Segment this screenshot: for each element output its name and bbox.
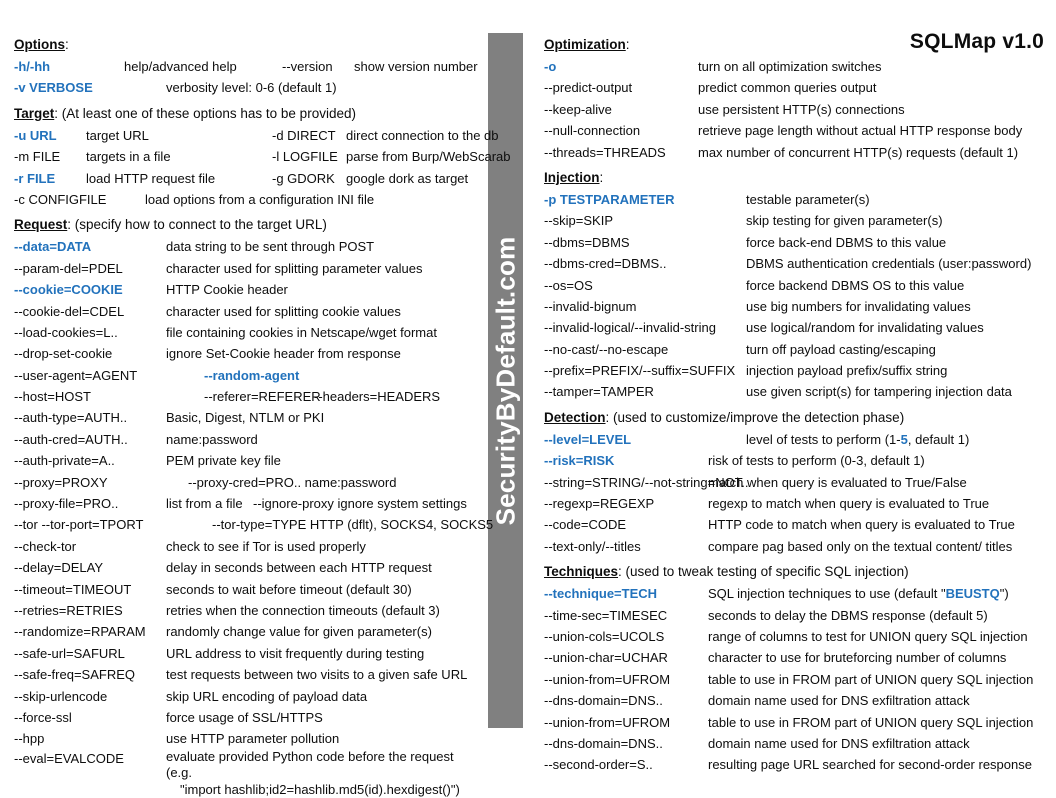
page-title: SQLMap v1.0 (909, 30, 1044, 53)
option-description: URL address to visit frequently during testing (166, 645, 425, 661)
section-title: Techniques (544, 564, 619, 580)
option-row (531, 339, 1056, 360)
option-flag: --auth-cred=AUTH.. (14, 431, 128, 447)
option-row (531, 712, 1056, 733)
option-description: level of tests to perform (1-5, default 1) (746, 431, 970, 447)
option-description: file containing cookies in Netscape/wget format (166, 324, 437, 340)
option-flag: --no-cast/--no-escape (544, 341, 669, 357)
option-row (531, 626, 1056, 647)
option-flag: --union-char=UCHAR (544, 650, 668, 666)
section-optimization (531, 36, 1056, 163)
option-description: evaluate provided Python code before the request (e.g. "import hashlib;id2=hashlib.md5(id).hexdigest()") (166, 749, 466, 798)
section-rows-techniques (531, 583, 1056, 776)
option-row (0, 56, 480, 77)
option-row (0, 407, 480, 428)
option-description: injection payload prefix/suffix string (746, 363, 948, 379)
option-row (531, 56, 1056, 77)
option-flag: -c CONFIGFILE (14, 191, 107, 207)
option-flag: --regexp=REGEXP (544, 496, 655, 512)
section-title: Target (14, 105, 55, 121)
section-header-injection (544, 169, 1056, 186)
option-description-secondary: parse from Burp/WebScarab (346, 149, 511, 165)
option-row (0, 664, 480, 685)
option-flag: --load-cookies=L.. (14, 324, 118, 340)
option-row (0, 450, 480, 471)
option-description: --random-agent (204, 367, 300, 383)
option-description: retrieve page length without actual HTTP response body (698, 123, 1023, 139)
section-techniques (531, 563, 1056, 776)
section-header-detection (544, 409, 1056, 426)
option-description: force back-end DBMS to this value (746, 234, 947, 250)
option-description: testable parameter(s) (746, 191, 870, 207)
option-description-secondary: show version number (354, 59, 478, 74)
option-row (0, 579, 480, 600)
option-description: verbosity level: 0-6 (default 1) (166, 80, 337, 96)
option-row (531, 605, 1056, 626)
option-extra: --headers=HEADERS (314, 389, 441, 405)
option-flag: --user-agent=AGENT (14, 367, 138, 383)
option-row (531, 99, 1056, 120)
option-row (531, 210, 1056, 231)
right-column (531, 30, 1056, 776)
option-flag: --check-tor (14, 538, 77, 554)
option-description: character to use for bruteforcing number of columns (708, 650, 1007, 666)
option-flag: --dns-domain=DNS.. (544, 693, 663, 709)
option-row (0, 125, 499, 146)
section-header-request (14, 216, 480, 233)
option-flag: --auth-type=AUTH.. (14, 410, 128, 426)
option-flag: --level=LEVEL (544, 431, 632, 447)
option-row (0, 77, 480, 98)
section-note: (used to customize/improve the detection phase) (613, 409, 905, 425)
section-note: (specify how to connect to the target URL) (74, 217, 327, 233)
option-description: randomly change value for given parameter(s) (166, 624, 432, 640)
option-description: delay in seconds between each HTTP request (166, 560, 432, 576)
option-flag: --cookie-del=CDEL (14, 303, 125, 319)
option-row (0, 514, 494, 535)
section-rows-injection (531, 189, 1056, 403)
option-row (0, 146, 511, 167)
option-flag: --randomize=RPARAM (14, 624, 146, 640)
option-flag: --code=CODE (544, 517, 626, 533)
option-description: --referer=REFERER (204, 389, 321, 405)
option-row (0, 728, 480, 749)
option-flag: --skip=SKIP (544, 213, 613, 229)
option-row (531, 493, 1056, 514)
option-row (0, 429, 480, 450)
section-header-optimization (544, 36, 1056, 53)
option-row (531, 536, 1056, 557)
option-row (0, 472, 480, 493)
option-description: load options from a configuration INI file (145, 191, 375, 207)
option-flag: --time-sec=TIMESEC (544, 607, 668, 623)
section-colon: : (65, 37, 69, 52)
option-description: table to use in FROM part of UNION query SQL injection (708, 671, 1034, 687)
option-description: help/advanced help (124, 59, 237, 74)
option-description: target URL (86, 127, 149, 143)
section-colon: : (599, 169, 604, 185)
option-row (0, 600, 480, 621)
option-flag-secondary: -d DIRECT (272, 127, 336, 143)
option-flag: --drop-set-cookie (14, 346, 113, 362)
option-description: force usage of SSL/HTTPS (166, 709, 323, 725)
option-description: use logical/random for invalidating values (746, 320, 984, 336)
section-header-techniques (544, 563, 1056, 580)
option-row (531, 450, 1056, 471)
section-title: Optimization (544, 37, 626, 52)
option-flag: --dbms-cred=DBMS.. (544, 256, 667, 272)
option-row (531, 472, 1056, 493)
option-row (0, 686, 480, 707)
option-row (531, 232, 1056, 253)
option-flag: --prefix=PREFIX/--suffix=SUFFIX (544, 363, 736, 379)
option-description: use given script(s) for tampering injection data (746, 384, 1012, 400)
option-description: --tor-type=TYPE HTTP (dflt), SOCKS4, SOCKS5 (212, 517, 494, 533)
option-description: compare pag based only on the textual content/ titles (708, 538, 1013, 554)
option-description: seconds to wait before timeout (default 30) (166, 581, 412, 597)
option-flag: --threads=THREADS (544, 144, 666, 160)
option-description: SQL injection techniques to use (default "BEUSTQ") (708, 586, 1009, 602)
option-row (531, 189, 1056, 210)
option-extra: --ignore-proxy ignore system settings (253, 496, 467, 512)
option-flag-secondary: --version (282, 59, 333, 74)
section-title: Request (14, 217, 68, 233)
option-flag: -v VERBOSE (14, 80, 93, 96)
option-description: HTTP Cookie header (166, 282, 288, 298)
option-row (531, 381, 1056, 402)
brand-banner-label: SecurityByDefault.com (490, 236, 520, 525)
option-description: max number of concurrent HTTP(s) requests (default 1) (698, 144, 1019, 160)
option-flag: -m FILE (14, 149, 61, 165)
option-row (0, 322, 480, 343)
option-flag-secondary: -g GDORK (272, 170, 335, 186)
option-row (531, 77, 1056, 98)
section-options (0, 36, 480, 99)
option-description: skip testing for given parameter(s) (746, 213, 943, 229)
option-flag: --force-ssl (14, 709, 72, 725)
option-flag: --tor --tor-port=TPORT (14, 517, 144, 533)
option-flag: --os=OS (544, 277, 593, 293)
option-description: domain name used for DNS exfiltration attack (708, 693, 970, 709)
option-flag: --data=DATA (14, 239, 92, 255)
option-row (0, 365, 480, 386)
section-note: (used to tweak testing of specific SQL injection) (625, 564, 909, 580)
option-row (531, 690, 1056, 711)
option-row (531, 754, 1056, 775)
option-row (531, 360, 1056, 381)
option-flag: --string=STRING/--not-string=NOT.. (544, 474, 749, 490)
option-description: force backend DBMS OS to this value (746, 277, 965, 293)
option-row (0, 557, 480, 578)
option-description: seconds to delay the DBMS response (default 5) (708, 607, 988, 623)
option-row (0, 643, 480, 664)
option-description: HTTP code to match when query is evaluated to True (708, 517, 1015, 533)
option-row (531, 296, 1056, 317)
option-flag: --timeout=TIMEOUT (14, 581, 132, 597)
option-description-line2: "import hashlib;id2=hashlib.md5(id).hexdigest()") (180, 781, 460, 797)
option-row (0, 168, 480, 189)
option-row (0, 621, 480, 642)
option-flag: -u URL (14, 127, 57, 143)
option-description: range of columns to test for UNION query SQL injection (708, 628, 1028, 644)
option-flag: --delay=DELAY (14, 560, 103, 576)
option-flag: --eval=EVALCODE (14, 750, 124, 766)
section-request (0, 216, 494, 797)
option-row (0, 707, 480, 728)
option-description: --proxy-cred=PRO.. name:password (188, 474, 397, 490)
section-title: Injection (544, 169, 600, 185)
option-description: targets in a file (86, 149, 171, 165)
option-row (0, 493, 480, 514)
option-description: ignore Set-Cookie header from response (166, 346, 401, 362)
option-description: character used for splitting parameter values (166, 260, 423, 276)
option-flag: --safe-url=SAFURL (14, 645, 125, 661)
section-note: (At least one of these options has to be provided) (61, 105, 356, 121)
option-description: use persistent HTTP(s) connections (698, 101, 905, 117)
option-description: check to see if Tor is used properly (166, 538, 366, 554)
option-row (0, 343, 480, 364)
option-row (0, 258, 480, 279)
option-row (531, 647, 1056, 668)
option-flag: --proxy=PROXY (14, 474, 108, 490)
option-description-accent: BEUSTQ (945, 586, 1000, 602)
option-description: load HTTP request file (86, 170, 216, 186)
option-flag: --proxy-file=PRO.. (14, 496, 119, 512)
option-row (0, 748, 480, 797)
option-row (0, 301, 480, 322)
option-description: Basic, Digest, NTLM or PKI (166, 410, 325, 426)
option-description: predict common queries output (698, 80, 877, 96)
option-flag: --dns-domain=DNS.. (544, 735, 663, 751)
option-description: character used for splitting cookie values (166, 303, 401, 319)
option-flag: --union-from=UFROM (544, 714, 671, 730)
option-flag: --tamper=TAMPER (544, 384, 654, 400)
section-detection (531, 409, 1056, 557)
option-description-secondary: direct connection to the db (346, 127, 499, 143)
option-flag: --keep-alive (544, 101, 612, 117)
section-rows-options (0, 56, 480, 99)
option-flag: --retries=RETRIES (14, 602, 123, 618)
section-rows-request (0, 236, 494, 797)
option-row (0, 189, 480, 210)
section-rows-target (0, 125, 511, 211)
option-flag: --technique=TECH (544, 586, 658, 602)
option-row (531, 275, 1056, 296)
section-colon: : (54, 105, 62, 121)
option-flag: --union-from=UFROM (544, 671, 671, 687)
option-row (531, 253, 1056, 274)
option-description: use big numbers for invalidating values (746, 298, 971, 314)
option-row (531, 142, 1056, 163)
option-row (531, 733, 1056, 754)
section-injection (531, 169, 1056, 403)
option-description: list from a file (166, 496, 243, 512)
option-description-accent: 5 (900, 431, 908, 447)
option-description: skip URL encoding of payload data (166, 688, 368, 704)
option-row (0, 536, 480, 557)
option-flag: -o (544, 59, 557, 74)
section-target (0, 105, 511, 211)
section-header-options (14, 36, 480, 53)
option-flag: -r FILE (14, 170, 56, 186)
option-flag: --invalid-bignum (544, 298, 637, 314)
section-rows-optimization (531, 56, 1056, 163)
option-flag: --predict-output (544, 80, 633, 96)
section-rows-detection (531, 429, 1056, 557)
option-flag: --host=HOST (14, 389, 91, 405)
option-description: regexp to match when query is evaluated to True (708, 496, 990, 512)
section-header-target (14, 105, 480, 122)
section-colon: : (625, 37, 630, 52)
option-row (531, 429, 1056, 450)
option-row (0, 279, 480, 300)
option-flag: -p TESTPARAMETER (544, 191, 675, 207)
section-colon: : (618, 564, 626, 580)
section-title: Options (14, 37, 65, 52)
option-flag: -h/-hh (14, 59, 51, 74)
option-flag: --dbms=DBMS (544, 234, 630, 250)
option-description: turn off payload casting/escaping (746, 341, 936, 357)
option-flag-secondary: -l LOGFILE (272, 149, 338, 165)
option-row (531, 583, 1056, 604)
option-flag: --safe-freq=SAFREQ (14, 667, 136, 683)
option-description: table to use in FROM part of UNION query SQL injection (708, 714, 1034, 730)
option-flag: --union-cols=UCOLS (544, 628, 665, 644)
option-description: DBMS authentication credentials (user:password) (746, 256, 1032, 272)
option-flag: --skip-urlencode (14, 688, 108, 704)
option-description: retries when the connection timeouts (default 3) (166, 602, 440, 618)
option-row (531, 669, 1056, 690)
option-row (0, 386, 480, 407)
option-description: PEM private key file (166, 453, 281, 469)
option-row (0, 236, 480, 257)
option-flag: --auth-private=A.. (14, 453, 115, 469)
option-flag: --null-connection (544, 123, 641, 139)
option-flag: --text-only/--titles (544, 538, 641, 554)
option-flag: --cookie=COOKIE (14, 282, 123, 298)
option-row (531, 317, 1056, 338)
option-flag: --second-order=S.. (544, 757, 653, 773)
option-description: risk of tests to perform (0-3, default 1) (708, 453, 925, 469)
option-flag: --param-del=PDEL (14, 260, 123, 276)
option-description-secondary: google dork as target (346, 170, 469, 186)
section-colon: : (67, 217, 75, 233)
option-description: test requests between two visits to a given safe URL (166, 667, 468, 683)
section-title: Detection (544, 409, 606, 425)
option-description: name:password (166, 431, 258, 447)
option-description: resulting page URL searched for second-order response (708, 757, 1032, 773)
option-flag: --risk=RISK (544, 453, 615, 469)
option-description: use HTTP parameter pollution (166, 731, 340, 747)
option-flag: --hpp (14, 731, 45, 747)
option-row (531, 514, 1056, 535)
option-description: match when query is evaluated to True/False (708, 474, 967, 490)
section-colon: : (605, 409, 614, 425)
option-description: turn on all optimization switches (698, 59, 882, 74)
option-description: data string to be sent through POST (166, 239, 375, 255)
option-flag: --invalid-logical/--invalid-string (544, 320, 716, 336)
option-row (531, 120, 1056, 141)
option-description: domain name used for DNS exfiltration attack (708, 735, 970, 751)
